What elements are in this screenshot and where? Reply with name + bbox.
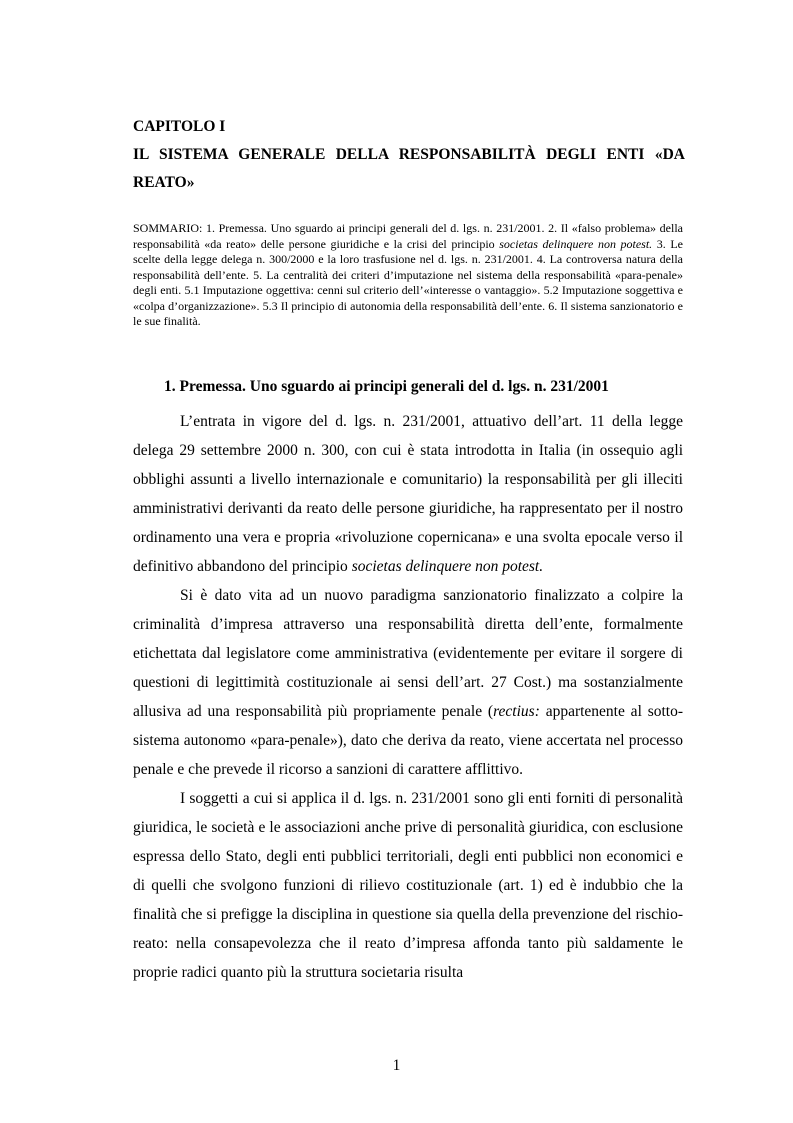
paragraph-2-text-2: appartenente al sotto-sistema autonomo «para-penale»), dato che deriva da reato, viene accertata nel processo penale e che prevede il ricorso a sanzioni di carattere afflittivo. xyxy=(133,703,683,778)
chapter-label: CAPITOLO I xyxy=(133,118,226,135)
body-text xyxy=(133,407,683,987)
paragraph-1-italic: societas delinquere non potest. xyxy=(351,558,544,575)
paragraph-1-text: L’entrata in vigore del d. lgs. n. 231/2001, attuativo dell’art. 11 della legge delega 29 settembre 2000 n. 300, con cui è stata introdotta in Italia (in ossequio agli obblighi assunti a livello internazionale e comunitario) la responsabilità per gli illeciti amministrativi derivanti da reato delle persone giuridiche, ha rappresentato per il nostro ordinamento una vera e propria «rivoluzione copernicana» e una svolta epocale verso il definitivo abbandono del principio xyxy=(133,413,683,575)
page-number: 1 xyxy=(392,1057,401,1074)
summary-text-2: 3. Le scelte della legge delega n. 300/2000 e la loro trasfusione nel d. lgs. n. 231/2001. 4. La controversa natura della responsabilità dell’ente. 5. La centralità dei criteri d’imputazione nel sistema della responsabilità «para-penale» degli enti. 5.1 Imputazione oggettiva: cenni sul criterio dell’«interesse o vantaggio». 5.2 Imputazione soggettiva e «colpa d’organizzazione». 5.3 Il principio di autonomia della responsabilità dell’ente. 6. Il sistema sanzionatorio e le sue finalità. xyxy=(133,236,683,328)
paragraph-3 xyxy=(133,784,683,987)
paragraph-2-italic: rectius: xyxy=(493,703,540,720)
chapter-header xyxy=(133,113,685,197)
paragraph-3-text: I soggetti a cui si applica il d. lgs. n. 231/2001 sono gli enti forniti di personalità giuridica, le società e le associazioni anche prive di personalità giuridica, con esclusione espressa dello Stato, degli enti pubblici territoriali, degli enti pubblici non economici e di quelli che svolgono funzioni di rilievo costituzionale (art. 1) ed è indubbio che la finalità che si prefigge la disciplina in questione sia quella della prevenzione del rischio-reato: nella consapevolezza che il reato d’impresa affonda tanto più saldamente le proprie radici quanto più la struttura societaria risulta xyxy=(133,790,683,981)
paragraph-2-text: Si è dato vita ad un nuovo paradigma sanzionatorio finalizzato a colpire la criminalità d’impresa attraverso una responsabilità diretta dell’ente, formalmente etichettata dal legislatore come amministrativa (evidentemente per evitare il sorgere di questioni di legittimità costituzionale ai sensi dell’art. 27 Cost.) ma sostanzialmente allusiva ad una responsabilità più propriamente penale ( xyxy=(133,587,683,720)
chapter-summary xyxy=(133,221,683,330)
summary-italic: societas delinquere non potest. xyxy=(499,236,653,251)
paragraph-1 xyxy=(133,407,683,581)
paragraph-2 xyxy=(133,581,683,784)
summary-text-1: SOMMARIO: 1. Premessa. Uno sguardo ai principi generali del d. lgs. n. 231/2001. 2. Il «falso problema» della responsabilità «da reato» delle persone giuridiche e la crisi del principio xyxy=(133,221,683,251)
chapter-title: IL SISTEMA GENERALE DELLA RESPONSABILITÀ DEGLI ENTI «DA REATO» xyxy=(133,146,685,191)
section-heading: 1. Premessa. Uno sguardo ai principi generali del d. lgs. n. 231/2001 xyxy=(164,378,609,395)
